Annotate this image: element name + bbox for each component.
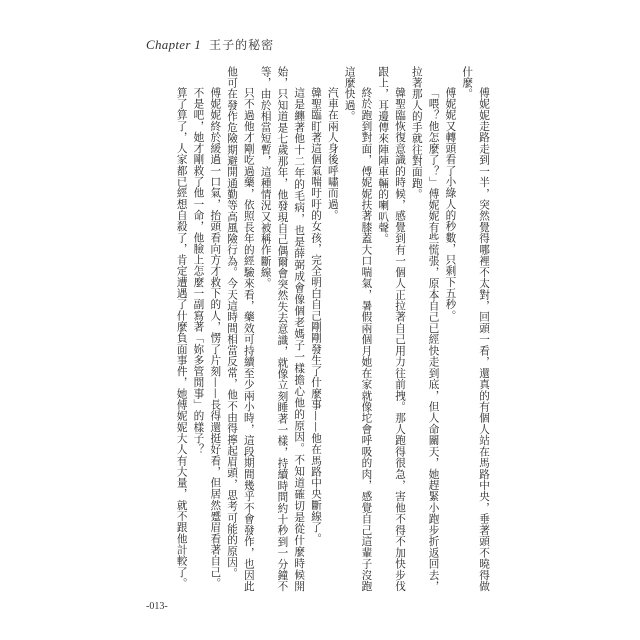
paragraph: 韓聖臨盯著這個氣喘吁吁的女孩，完全明白自己剛剛發生了什麼事——他在馬路中央斷線了。 — [310, 87, 323, 545]
body-text — [170, 66, 492, 592]
running-header — [146, 36, 274, 53]
chapter-title: 王子的秘密 — [209, 38, 275, 52]
paragraph: 傅妮妮又轉頭看了小綠人的秒數，只剩下五秒。 — [444, 87, 457, 322]
paragraph: 「喂？他怎麼了？」傅妮妮有些慌張，原本自己已經快走到底，但人命關天，她趕緊小跑步折返回去，拉著那人的手就往對面跑。 — [410, 66, 440, 592]
paragraph: 傅妮妮終於緩過一口氣，抬頭看向方才救下的人，愣了片刻——長得還挺好看，但居然蹙眉看著自己。 — [209, 87, 222, 589]
paragraph: 傅妮妮走路走到一半，突然覺得哪裡不太對，回頭一看，還真的有個人站在馬路中央，垂著頭不曉得做什麼。 — [461, 66, 490, 592]
chapter-label: Chapter 1 — [146, 37, 202, 52]
paragraph: 韓聖臨恢復意識的時候，感覺到有一個人正拉著自己用力往前拽。那人跑得很急，害他不得不加快步伐跟上，耳邊傳來陣陣車輛的喇叭聲。 — [377, 66, 407, 592]
paragraph: 這是纏著他十二年的毛病，也是薛弼成會像個老媽子一樣擔心他的原因。不知道確切是從什麼時候開始，只知道是七歲那年，他發現自己偶爾會突然失去意識，就像立刻睡著一樣，持續時間約十秒到一分鐘不等，由於相當短暫，這種情況又被稱作斷線。 — [259, 66, 306, 592]
paragraph: 汽車在兩人身後呼嘯而過。 — [326, 87, 339, 221]
paragraph: 只不過他才剛吃過藥，依照長年的經驗來看，藥效可持續至少兩小時，這段期間幾乎不會發作，也因此他可在發作危險期避開通勤等高風險行為。今天這時間相當反常，他不由得擰起眉頭，思考可能的原因。 — [226, 66, 255, 592]
page-number: -013- — [146, 601, 168, 612]
paragraph: 終於跑到對面，傅妮妮扶著膝蓋大口喘氣，暑假兩個月她在家就像坨會呼吸的肉，感覺自己這輩子沒跑這麼快過。 — [343, 66, 373, 592]
paragraph: 算了算了，人家都已經想自殺了，肯定遭遇了什麼負面事件，她傅妮妮大人有大量，就不跟他計較了。 — [175, 87, 188, 589]
paragraph: 不是吧，她才剛救了他一命，他臉上怎麼一副寫著「妳多管閒事」的樣子？ — [192, 87, 205, 456]
